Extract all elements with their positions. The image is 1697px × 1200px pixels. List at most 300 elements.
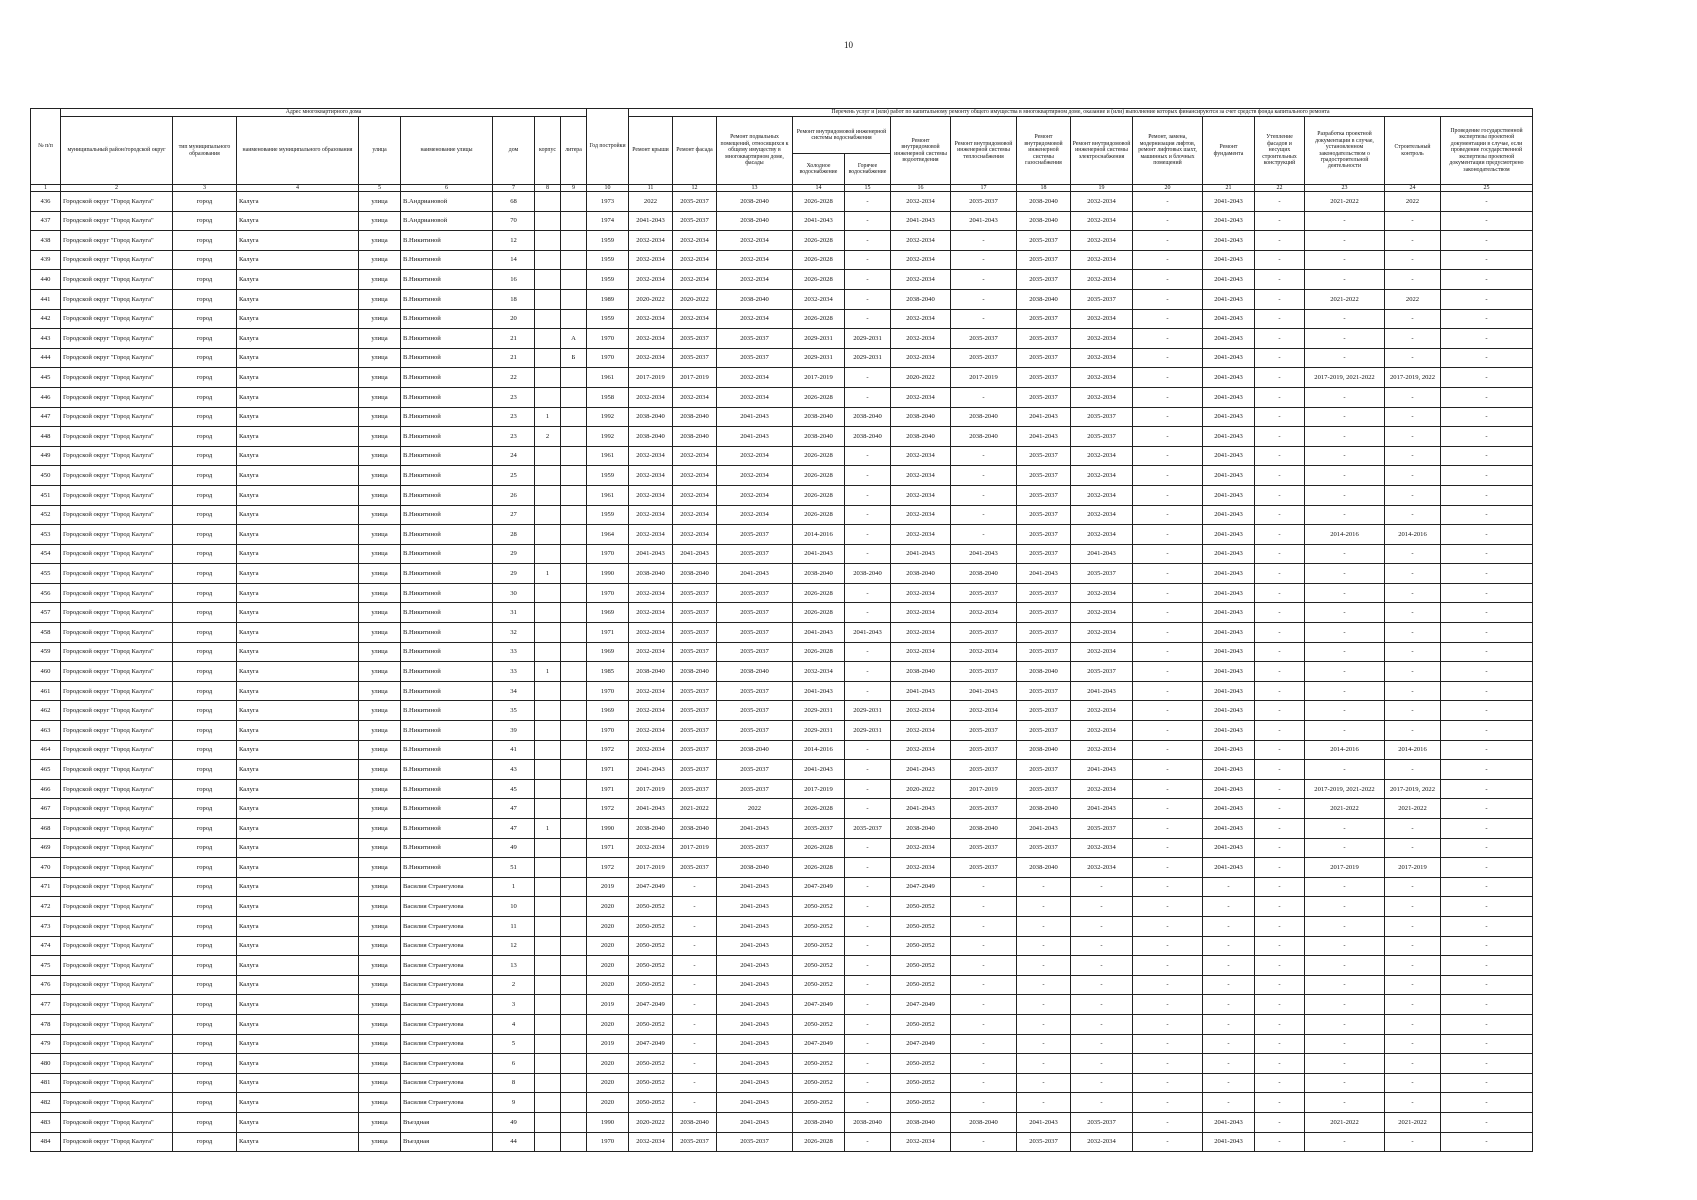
table-cell: - <box>951 936 1017 956</box>
table-cell: 2038-2040 <box>891 1112 951 1132</box>
table-cell: - <box>1441 387 1533 407</box>
table-cell: 2038-2040 <box>891 819 951 839</box>
table-cell: 2041-2043 <box>793 544 845 564</box>
table-cell: Калуга <box>237 936 359 956</box>
table-cell: - <box>1255 936 1305 956</box>
table-cell <box>535 1054 561 1074</box>
table-cell: 2 <box>493 975 535 995</box>
table-cell <box>561 1132 587 1152</box>
table-cell: Городской округ "Город Калуга" <box>61 544 173 564</box>
table-cell: город <box>173 975 237 995</box>
table-cell <box>535 192 561 212</box>
table-cell: - <box>951 231 1017 251</box>
table-cell: 2032-2034 <box>891 1132 951 1152</box>
table-cell: 2032-2034 <box>891 466 951 486</box>
column-number: 4 <box>237 185 359 192</box>
table-cell: Городской округ "Город Калуга" <box>61 799 173 819</box>
table-cell: 2020 <box>587 956 629 976</box>
table-cell: 1992 <box>587 427 629 447</box>
table-cell: 1972 <box>587 740 629 760</box>
table-cell: 2047-2049 <box>629 1034 673 1054</box>
table-cell <box>561 916 587 936</box>
table-cell: Калуга <box>237 368 359 388</box>
header-insulation: Утепление фасадов и несущих строительных конструкций <box>1255 117 1305 185</box>
table-cell: 2032-2034 <box>1071 368 1133 388</box>
table-cell: Калуга <box>237 721 359 741</box>
table-cell: - <box>1133 1054 1203 1074</box>
table-cell: 2050-2052 <box>629 897 673 917</box>
table-cell: - <box>1017 1034 1071 1054</box>
table-cell: 2038-2040 <box>845 427 891 447</box>
table-cell <box>561 505 587 525</box>
table-cell: 2032-2034 <box>1071 838 1133 858</box>
table-cell: 2038-2040 <box>845 564 891 584</box>
table-row <box>31 544 1533 564</box>
table-cell: Въездная <box>401 1132 493 1152</box>
table-cell: улица <box>359 446 401 466</box>
table-cell: В.Никитиной <box>401 485 493 505</box>
table-cell: - <box>1255 289 1305 309</box>
table-cell: 1971 <box>587 838 629 858</box>
table-cell: 2035-2037 <box>1017 368 1071 388</box>
table-cell: - <box>1441 368 1533 388</box>
table-row <box>31 642 1533 662</box>
table-cell <box>535 858 561 878</box>
table-cell: Василия Странгулова <box>401 1034 493 1054</box>
table-cell: - <box>1203 1073 1255 1093</box>
table-cell: 2035-2037 <box>1017 642 1071 662</box>
table-cell: 2021-2022 <box>1305 192 1385 212</box>
table-cell: 2032-2034 <box>1071 505 1133 525</box>
table-cell: Городской округ "Город Калуга" <box>61 427 173 447</box>
table-cell: Калуга <box>237 1014 359 1034</box>
table-cell <box>561 1073 587 1093</box>
table-cell: 51 <box>493 858 535 878</box>
table-cell: улица <box>359 466 401 486</box>
table-cell: Калуга <box>237 564 359 584</box>
table-cell <box>561 956 587 976</box>
table-cell: 2050-2052 <box>891 1054 951 1074</box>
table-cell: - <box>845 838 891 858</box>
table-cell: - <box>1305 427 1385 447</box>
table-cell: - <box>1441 250 1533 270</box>
table-row <box>31 819 1533 839</box>
table-cell <box>561 838 587 858</box>
table-cell: 2041-2043 <box>891 681 951 701</box>
table-cell: 2032-2034 <box>717 466 793 486</box>
table-cell: 2041-2043 <box>1203 485 1255 505</box>
table-cell: 2041-2043 <box>1203 466 1255 486</box>
header-settlement-type: тип муниципального образования <box>173 117 237 185</box>
table-cell: - <box>1441 936 1533 956</box>
header-control: Строительный контроль <box>1385 117 1441 185</box>
table-cell: 2038-2040 <box>891 564 951 584</box>
table-cell: город <box>173 779 237 799</box>
table-cell: улица <box>359 995 401 1015</box>
table-cell: улица <box>359 525 401 545</box>
table-cell: - <box>1133 877 1203 897</box>
table-cell: 45 <box>493 779 535 799</box>
header-house: дом <box>493 117 535 185</box>
table-cell: 2032-2034 <box>793 289 845 309</box>
table-cell: 2032-2034 <box>1071 858 1133 878</box>
table-cell: 2038-2040 <box>629 407 673 427</box>
table-cell: 2041-2043 <box>1203 721 1255 741</box>
table-cell: А <box>561 329 587 349</box>
table-cell: улица <box>359 583 401 603</box>
column-number: 21 <box>1203 185 1255 192</box>
table-cell: - <box>673 897 717 917</box>
table-cell: 465 <box>31 760 61 780</box>
table-cell: - <box>1203 1054 1255 1074</box>
table-cell: Городской округ "Город Калуга" <box>61 1073 173 1093</box>
table-cell: 2020-2022 <box>891 779 951 799</box>
table-cell: - <box>845 289 891 309</box>
table-cell: - <box>1255 975 1305 995</box>
table-cell: - <box>1305 916 1385 936</box>
table-cell <box>561 1054 587 1074</box>
table-row <box>31 799 1533 819</box>
table-cell: 1971 <box>587 623 629 643</box>
table-cell: 1971 <box>587 779 629 799</box>
table-cell: - <box>1203 975 1255 995</box>
table-cell: - <box>1441 858 1533 878</box>
table-cell: - <box>845 1054 891 1074</box>
table-cell: 21 <box>493 348 535 368</box>
table-cell: Василия Странгулова <box>401 1073 493 1093</box>
table-cell: 2032-2034 <box>891 701 951 721</box>
table-cell: Городской округ "Город Калуга" <box>61 329 173 349</box>
table-cell: 2032-2034 <box>891 838 951 858</box>
table-cell: 2038-2040 <box>717 211 793 231</box>
table-cell: - <box>845 270 891 290</box>
table-cell: - <box>1133 231 1203 251</box>
table-cell: 2041-2043 <box>1203 603 1255 623</box>
table-cell: 2035-2037 <box>1017 231 1071 251</box>
column-number: 17 <box>951 185 1017 192</box>
table-cell: 2032-2034 <box>629 505 673 525</box>
table-cell: 2017-2019 <box>629 858 673 878</box>
table-cell: 2035-2037 <box>717 329 793 349</box>
table-cell: 482 <box>31 1093 61 1113</box>
table-cell: 2032-2034 <box>1071 721 1133 741</box>
table-cell <box>535 387 561 407</box>
table-cell: 2038-2040 <box>673 564 717 584</box>
table-cell: 2041-2043 <box>717 956 793 976</box>
table-cell: - <box>1255 1073 1305 1093</box>
table-cell: 2050-2052 <box>629 956 673 976</box>
table-cell: 2032-2034 <box>891 721 951 741</box>
table-cell: 2032-2034 <box>891 387 951 407</box>
table-cell: 2041-2043 <box>1203 1112 1255 1132</box>
table-cell: Калуга <box>237 603 359 623</box>
table-cell: - <box>1133 681 1203 701</box>
table-cell: - <box>845 211 891 231</box>
table-cell: Городской округ "Город Калуга" <box>61 623 173 643</box>
table-cell: 6 <box>493 1054 535 1074</box>
table-cell: 445 <box>31 368 61 388</box>
table-cell: 442 <box>31 309 61 329</box>
table-cell: 2032-2034 <box>717 387 793 407</box>
table-cell <box>535 956 561 976</box>
table-cell: - <box>845 956 891 976</box>
table-cell: - <box>1441 192 1533 212</box>
table-cell: 2041-2043 <box>1203 368 1255 388</box>
table-cell: 2035-2037 <box>717 838 793 858</box>
table-cell: 2021-2022 <box>1385 799 1441 819</box>
table-cell: 23 <box>493 387 535 407</box>
table-cell: В.Никитиной <box>401 231 493 251</box>
table-cell: 2035-2037 <box>1071 407 1133 427</box>
table-cell: - <box>1255 838 1305 858</box>
table-cell: город <box>173 1093 237 1113</box>
table-cell: - <box>1255 642 1305 662</box>
table-cell: город <box>173 192 237 212</box>
header-num: № п/п <box>31 109 61 185</box>
table-cell: - <box>1255 250 1305 270</box>
table-cell: Калуга <box>237 819 359 839</box>
table-cell: 2035-2037 <box>1017 505 1071 525</box>
table-cell: улица <box>359 564 401 584</box>
table-cell: 2041-2043 <box>1203 505 1255 525</box>
table-cell: Калуга <box>237 485 359 505</box>
table-cell: - <box>1133 505 1203 525</box>
table-cell: 13 <box>493 956 535 976</box>
table-header <box>31 109 1533 192</box>
table-cell: 34 <box>493 681 535 701</box>
table-cell: Калуга <box>237 427 359 447</box>
table-cell: 2038-2040 <box>891 427 951 447</box>
table-cell: улица <box>359 681 401 701</box>
table-cell: - <box>1255 485 1305 505</box>
table-cell: улица <box>359 1034 401 1054</box>
column-number: 3 <box>173 185 237 192</box>
table-cell: - <box>1385 877 1441 897</box>
table-cell: - <box>1017 877 1071 897</box>
table-cell: 2041-2043 <box>1203 642 1255 662</box>
table-cell: Калуга <box>237 1112 359 1132</box>
table-cell: Василия Странгулова <box>401 936 493 956</box>
table-row <box>31 858 1533 878</box>
table-cell: 2026-2028 <box>793 799 845 819</box>
table-cell: улица <box>359 779 401 799</box>
table-cell: - <box>1133 701 1203 721</box>
table-cell: - <box>845 877 891 897</box>
table-cell: - <box>845 485 891 505</box>
table-cell: В.Никитиной <box>401 740 493 760</box>
table-cell: 1959 <box>587 466 629 486</box>
table-cell: 2035-2037 <box>951 662 1017 682</box>
table-cell: 2035-2037 <box>1017 603 1071 623</box>
table-cell: - <box>1203 995 1255 1015</box>
table-cell: 2035-2037 <box>1017 466 1071 486</box>
table-cell: 2032-2034 <box>951 701 1017 721</box>
table-cell: Калуга <box>237 505 359 525</box>
table-cell: - <box>951 916 1017 936</box>
table-cell: 2032-2034 <box>629 329 673 349</box>
table-cell: 2021-2022 <box>1305 289 1385 309</box>
table-cell: 2041-2043 <box>891 799 951 819</box>
table-cell: 20 <box>493 309 535 329</box>
table-cell: 2032-2034 <box>673 250 717 270</box>
table-cell: - <box>1305 1093 1385 1113</box>
table-cell: Городской округ "Город Калуга" <box>61 681 173 701</box>
table-cell: - <box>951 995 1017 1015</box>
table-cell: 2029-2031 <box>793 348 845 368</box>
table-cell: - <box>951 897 1017 917</box>
table-cell: 10 <box>493 897 535 917</box>
table-row <box>31 289 1533 309</box>
table-cell: 2022 <box>717 799 793 819</box>
table-cell: 2050-2052 <box>629 936 673 956</box>
table-cell: 2035-2037 <box>1017 623 1071 643</box>
table-cell: 2035-2037 <box>1017 701 1071 721</box>
table-row <box>31 211 1533 231</box>
header-heat: Ремонт внутридомовой инженерной системы теплоснабжения <box>951 117 1017 185</box>
table-cell: 2035-2037 <box>1017 525 1071 545</box>
table-cell: - <box>673 1073 717 1093</box>
table-cell: - <box>845 466 891 486</box>
table-cell: 2041-2043 <box>1203 250 1255 270</box>
table-cell: Калуга <box>237 916 359 936</box>
table-cell: 2050-2052 <box>891 936 951 956</box>
table-cell: Калуга <box>237 270 359 290</box>
table-cell: - <box>1385 466 1441 486</box>
table-cell: В.Никитиной <box>401 799 493 819</box>
table-cell: - <box>1071 897 1133 917</box>
table-cell: 440 <box>31 270 61 290</box>
table-cell: 2038-2040 <box>629 819 673 839</box>
table-cell: - <box>845 446 891 466</box>
table-cell: 2032-2034 <box>891 446 951 466</box>
table-cell: - <box>951 309 1017 329</box>
table-cell: В.Андриановой <box>401 211 493 231</box>
table-cell: - <box>1255 603 1305 623</box>
table-cell: 2017-2019, 2022 <box>1385 368 1441 388</box>
table-cell: - <box>1441 642 1533 662</box>
table-cell: 2041-2043 <box>1203 270 1255 290</box>
table-cell: Городской округ "Город Калуга" <box>61 192 173 212</box>
table-cell <box>535 329 561 349</box>
table-cell: 2035-2037 <box>717 642 793 662</box>
table-cell: Калуга <box>237 956 359 976</box>
table-cell: - <box>1017 956 1071 976</box>
table-cell: 2035-2037 <box>951 192 1017 212</box>
table-cell: - <box>1305 975 1385 995</box>
table-cell: 2035-2037 <box>1017 583 1071 603</box>
table-cell: город <box>173 916 237 936</box>
table-cell <box>535 995 561 1015</box>
table-cell: город <box>173 387 237 407</box>
table-cell: - <box>1441 466 1533 486</box>
table-cell: - <box>1133 603 1203 623</box>
table-cell: - <box>1203 1014 1255 1034</box>
table-cell <box>535 1093 561 1113</box>
table-cell: 2041-2043 <box>1017 427 1071 447</box>
table-cell: - <box>1255 427 1305 447</box>
table-cell: 28 <box>493 525 535 545</box>
table-cell: 2026-2028 <box>793 642 845 662</box>
table-cell: - <box>1203 877 1255 897</box>
table-cell: - <box>1385 231 1441 251</box>
table-row <box>31 916 1533 936</box>
table-cell: 2041-2043 <box>717 1034 793 1054</box>
table-cell: - <box>1385 760 1441 780</box>
table-cell: 2041-2043 <box>717 819 793 839</box>
table-cell: Василия Странгулова <box>401 1093 493 1113</box>
table-cell: 2020 <box>587 897 629 917</box>
table-cell: - <box>1133 1093 1203 1113</box>
table-cell: В.Андриановой <box>401 192 493 212</box>
table-cell: - <box>1441 505 1533 525</box>
table-cell: 1973 <box>587 192 629 212</box>
table-cell <box>561 623 587 643</box>
table-cell: В.Никитиной <box>401 348 493 368</box>
table-cell: Городской округ "Город Калуга" <box>61 505 173 525</box>
table-cell: Калуга <box>237 192 359 212</box>
table-cell: 2014-2016 <box>1305 525 1385 545</box>
table-cell: Городской округ "Город Калуга" <box>61 916 173 936</box>
table-cell: - <box>1133 564 1203 584</box>
table-cell: 29 <box>493 564 535 584</box>
table-cell: 449 <box>31 446 61 466</box>
table-cell: 437 <box>31 211 61 231</box>
table-cell: 2032-2034 <box>717 231 793 251</box>
table-cell: 2035-2037 <box>673 192 717 212</box>
table-cell: Городской округ "Город Калуга" <box>61 289 173 309</box>
table-cell: - <box>1017 1054 1071 1074</box>
table-cell: 1990 <box>587 1112 629 1132</box>
table-cell: 2032-2034 <box>629 485 673 505</box>
table-cell: улица <box>359 250 401 270</box>
table-cell <box>561 642 587 662</box>
table-cell: Городской округ "Город Калуга" <box>61 1112 173 1132</box>
table-cell: 2041-2043 <box>1203 623 1255 643</box>
table-cell: Городской округ "Город Калуга" <box>61 858 173 878</box>
column-number: 5 <box>359 185 401 192</box>
table-cell: улица <box>359 1073 401 1093</box>
table-cell: 2041-2043 <box>717 1073 793 1093</box>
table-cell: 2041-2043 <box>1203 1132 1255 1152</box>
table-cell: 2032-2034 <box>1071 250 1133 270</box>
table-cell: 2041-2043 <box>1203 544 1255 564</box>
table-cell: 2041-2043 <box>717 916 793 936</box>
table-cell: - <box>1305 446 1385 466</box>
table-cell: 1 <box>535 662 561 682</box>
table-row <box>31 975 1533 995</box>
table-cell: улица <box>359 721 401 741</box>
table-cell: 2038-2040 <box>629 427 673 447</box>
table-cell: город <box>173 819 237 839</box>
table-cell: 2047-2049 <box>629 877 673 897</box>
table-cell: город <box>173 662 237 682</box>
table-cell <box>561 427 587 447</box>
table-cell: 12 <box>493 936 535 956</box>
table-cell: 2026-2028 <box>793 446 845 466</box>
table-cell: улица <box>359 309 401 329</box>
table-cell: 1 <box>535 819 561 839</box>
table-cell <box>535 250 561 270</box>
table-cell: - <box>1017 916 1071 936</box>
table-cell <box>535 799 561 819</box>
table-cell: 2038-2040 <box>891 289 951 309</box>
table-cell: 2032-2034 <box>673 505 717 525</box>
table-cell: Калуга <box>237 760 359 780</box>
table-cell: 2041-2043 <box>891 760 951 780</box>
table-cell: - <box>1385 721 1441 741</box>
table-cell: Калуга <box>237 838 359 858</box>
table-cell: 2041-2043 <box>1203 231 1255 251</box>
